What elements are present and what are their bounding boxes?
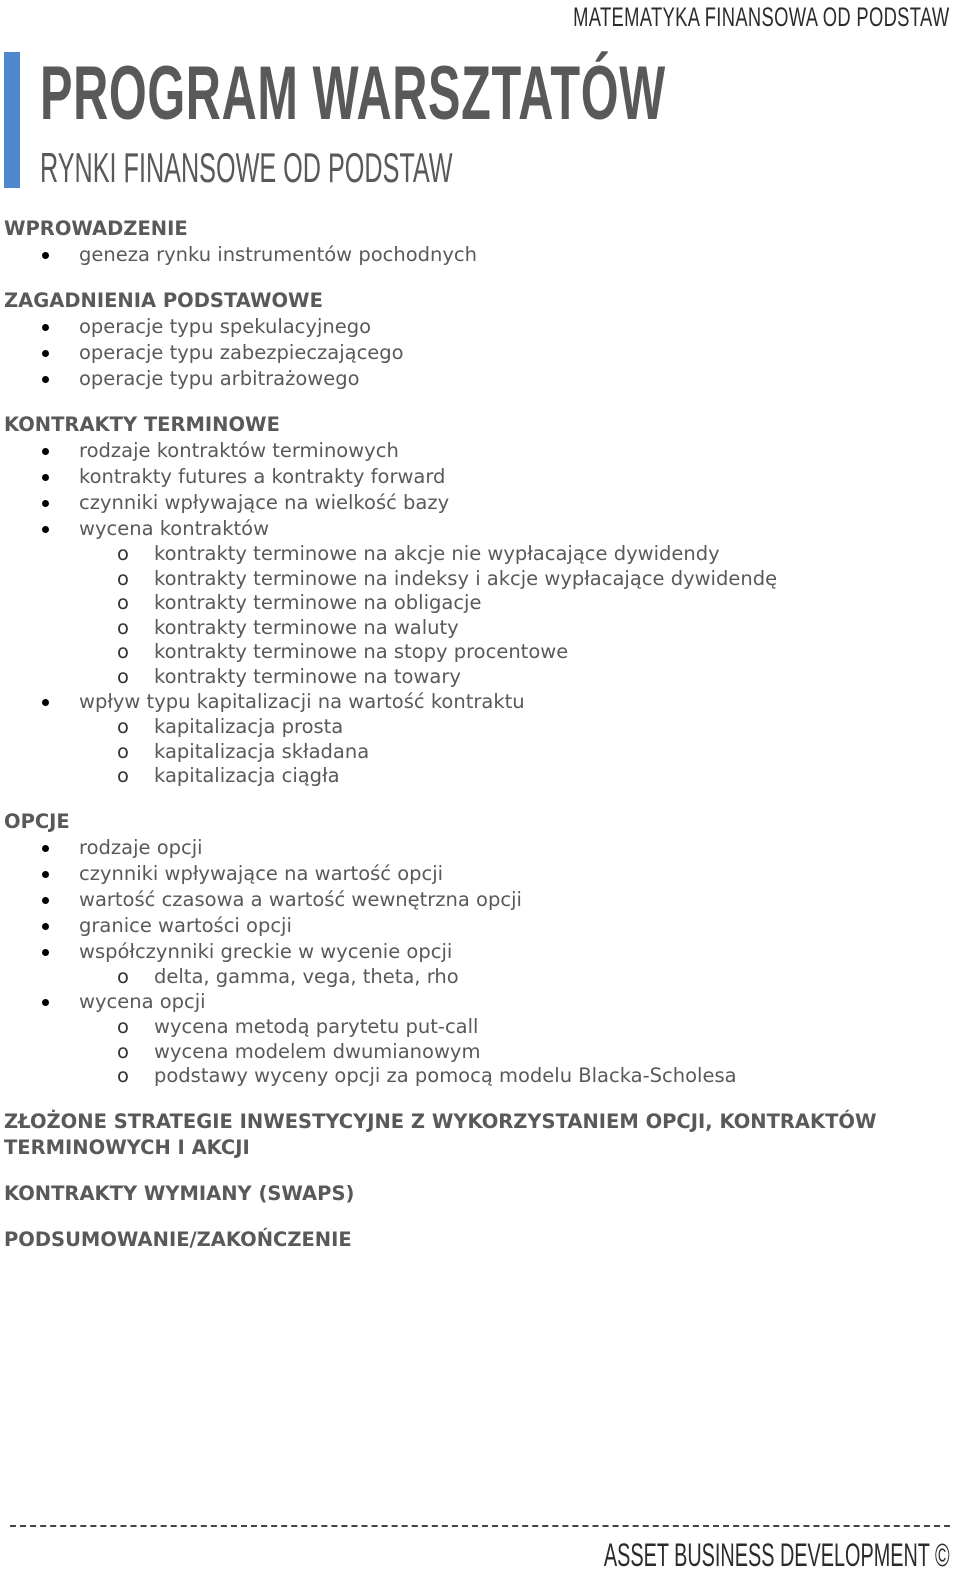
bullet-dot-icon xyxy=(42,999,49,1006)
bullet-dot-icon xyxy=(42,949,49,956)
sub-bullet-text: kontrakty terminowe na indeksy i akcje wypłacające dywidendę xyxy=(154,566,778,590)
sub-bullet-text: podstawy wyceny opcji za pomocą modelu Blacka-Scholesa xyxy=(154,1064,737,1087)
bullet-dot-icon xyxy=(42,500,49,507)
section-bullet-list xyxy=(4,314,884,392)
circle-bullet-icon: o xyxy=(117,739,129,763)
sub-bullet-text: kontrakty terminowe na akcje nie wypłacające dywidendy xyxy=(154,542,720,565)
program-section xyxy=(4,1181,884,1207)
sub-bullet-item xyxy=(4,740,884,765)
bullet-dot-icon xyxy=(42,324,49,331)
bullet-item xyxy=(4,887,884,913)
sub-bullet-item xyxy=(4,715,884,740)
sub-bullet-item xyxy=(4,1064,884,1089)
page-title: PROGRAM WARSZTATÓW xyxy=(40,51,666,136)
bullet-item xyxy=(4,989,884,1015)
section-title: KONTRAKTY TERMINOWE xyxy=(4,413,280,436)
circle-bullet-icon: o xyxy=(117,964,129,988)
bullet-text: operacje typu spekulacyjnego xyxy=(79,315,372,338)
program-section xyxy=(4,1109,884,1161)
section-bullet-list xyxy=(4,438,884,789)
section-bullet-list xyxy=(4,242,884,268)
sub-bullet-item xyxy=(4,764,884,789)
bullet-dot-icon xyxy=(42,923,49,930)
bullet-item xyxy=(4,689,884,715)
bullet-dot-icon xyxy=(42,845,49,852)
program-content xyxy=(4,216,884,1273)
section-title: WPROWADZENIE xyxy=(4,217,188,240)
bullet-text: wycena kontraktów xyxy=(79,517,270,540)
bullet-item xyxy=(4,314,884,340)
sub-bullet-text: kontrakty terminowe na obligacje xyxy=(154,591,482,614)
bullet-item xyxy=(4,939,884,965)
title-accent-bar xyxy=(4,52,20,188)
bullet-item xyxy=(4,464,884,490)
bullet-text: granice wartości opcji xyxy=(79,913,292,937)
bullet-dot-icon xyxy=(42,350,49,357)
sub-bullet-text: kontrakty terminowe na stopy procentowe xyxy=(154,640,569,663)
bullet-dot-icon xyxy=(42,699,49,706)
circle-bullet-icon: o xyxy=(117,1039,129,1063)
circle-bullet-icon: o xyxy=(117,615,129,639)
circle-bullet-icon: o xyxy=(117,591,129,614)
sub-bullet-item xyxy=(4,665,884,690)
sub-bullet-text: kapitalizacja ciągła xyxy=(154,764,340,787)
sub-bullet-item xyxy=(4,1015,884,1040)
bullet-text: wpływ typu kapitalizacji na wartość kontraktu xyxy=(79,690,525,713)
bullet-dot-icon xyxy=(42,252,49,259)
page-subtitle: RYNKI FINANSOWE OD PODSTAW xyxy=(40,144,453,191)
bullet-text: współczynniki greckie w wycenie opcji xyxy=(79,939,453,963)
bullet-text: czynniki wpływające na wartość opcji xyxy=(79,861,444,885)
sub-bullet-item xyxy=(4,640,884,665)
bullet-item xyxy=(4,242,884,268)
section-title: PODSUMOWANIE/ZAKOŃCZENIE xyxy=(4,1227,352,1251)
bullet-dot-icon xyxy=(42,376,49,383)
bullet-item xyxy=(4,835,884,861)
section-title: OPCJE xyxy=(4,809,70,833)
section-title: KONTRAKTY WYMIANY (SWAPS) xyxy=(4,1181,355,1205)
section-bullet-list xyxy=(4,835,884,1089)
circle-bullet-icon: o xyxy=(117,542,129,565)
circle-bullet-icon: o xyxy=(117,715,129,738)
sub-bullet-text: kapitalizacja prosta xyxy=(154,715,344,738)
circle-bullet-icon: o xyxy=(117,664,129,688)
bullet-text: rodzaje opcji xyxy=(79,835,203,859)
program-section xyxy=(4,288,884,392)
circle-bullet-icon: o xyxy=(117,1064,129,1087)
circle-bullet-icon: o xyxy=(117,566,129,590)
program-section xyxy=(4,216,884,268)
footer-company: ASSET BUSINESS DEVELOPMENT © xyxy=(604,1537,950,1573)
bullet-item xyxy=(4,490,884,516)
bullet-item xyxy=(4,366,884,392)
sub-bullet-item xyxy=(4,1040,884,1065)
sub-bullet-text: kontrakty terminowe na waluty xyxy=(154,615,459,639)
sub-bullet-text: kapitalizacja składana xyxy=(154,739,370,763)
bullet-text: wycena opcji xyxy=(79,990,206,1013)
bullet-text: czynniki wpływające na wielkość bazy xyxy=(79,491,450,514)
section-title: ZŁOŻONE STRATEGIE INWESTYCYJNE Z WYKORZYSTANIEM OPCJI, KONTRAKTÓW TERMINOWYCH I AKCJI xyxy=(4,1109,877,1159)
sub-bullet-item xyxy=(4,616,884,641)
bullet-text: rodzaje kontraktów terminowych xyxy=(79,439,399,462)
sub-bullet-text: wycena metodą parytetu put-call xyxy=(154,1015,479,1038)
program-section xyxy=(4,412,884,789)
bullet-text: operacje typu zabezpieczającego xyxy=(79,341,404,364)
bullet-text: geneza rynku instrumentów pochodnych xyxy=(79,243,477,266)
bullet-dot-icon xyxy=(42,897,49,904)
sub-bullet-item xyxy=(4,567,884,592)
bullet-text: kontrakty futures a kontrakty forward xyxy=(79,465,446,488)
program-section xyxy=(4,1227,884,1253)
sub-bullet-item xyxy=(4,591,884,616)
circle-bullet-icon: o xyxy=(117,1015,129,1038)
bullet-item xyxy=(4,861,884,887)
sub-bullet-item xyxy=(4,542,884,567)
bullet-text: wartość czasowa a wartość wewnętrzna opcji xyxy=(79,887,522,911)
section-title: ZAGADNIENIA PODSTAWOWE xyxy=(4,289,323,312)
sub-bullet-text: kontrakty terminowe na towary xyxy=(154,664,461,688)
circle-bullet-icon: o xyxy=(117,640,129,663)
bullet-item xyxy=(4,438,884,464)
bullet-dot-icon xyxy=(42,871,49,878)
sub-bullet-text: wycena modelem dwumianowym xyxy=(154,1039,481,1063)
bullet-item xyxy=(4,340,884,366)
program-section xyxy=(4,809,884,1089)
footer-divider xyxy=(10,1525,950,1527)
bullet-item xyxy=(4,913,884,939)
bullet-dot-icon xyxy=(42,474,49,481)
bullet-text: operacje typu arbitrażowego xyxy=(79,367,360,390)
bullet-item xyxy=(4,516,884,542)
running-header: MATEMATYKA FINANSOWA OD PODSTAW xyxy=(573,2,950,32)
sub-bullet-text: delta, gamma, vega, theta, rho xyxy=(154,964,459,988)
sub-bullet-item xyxy=(4,965,884,990)
bullet-dot-icon xyxy=(42,526,49,533)
bullet-dot-icon xyxy=(42,448,49,455)
circle-bullet-icon: o xyxy=(117,764,129,787)
